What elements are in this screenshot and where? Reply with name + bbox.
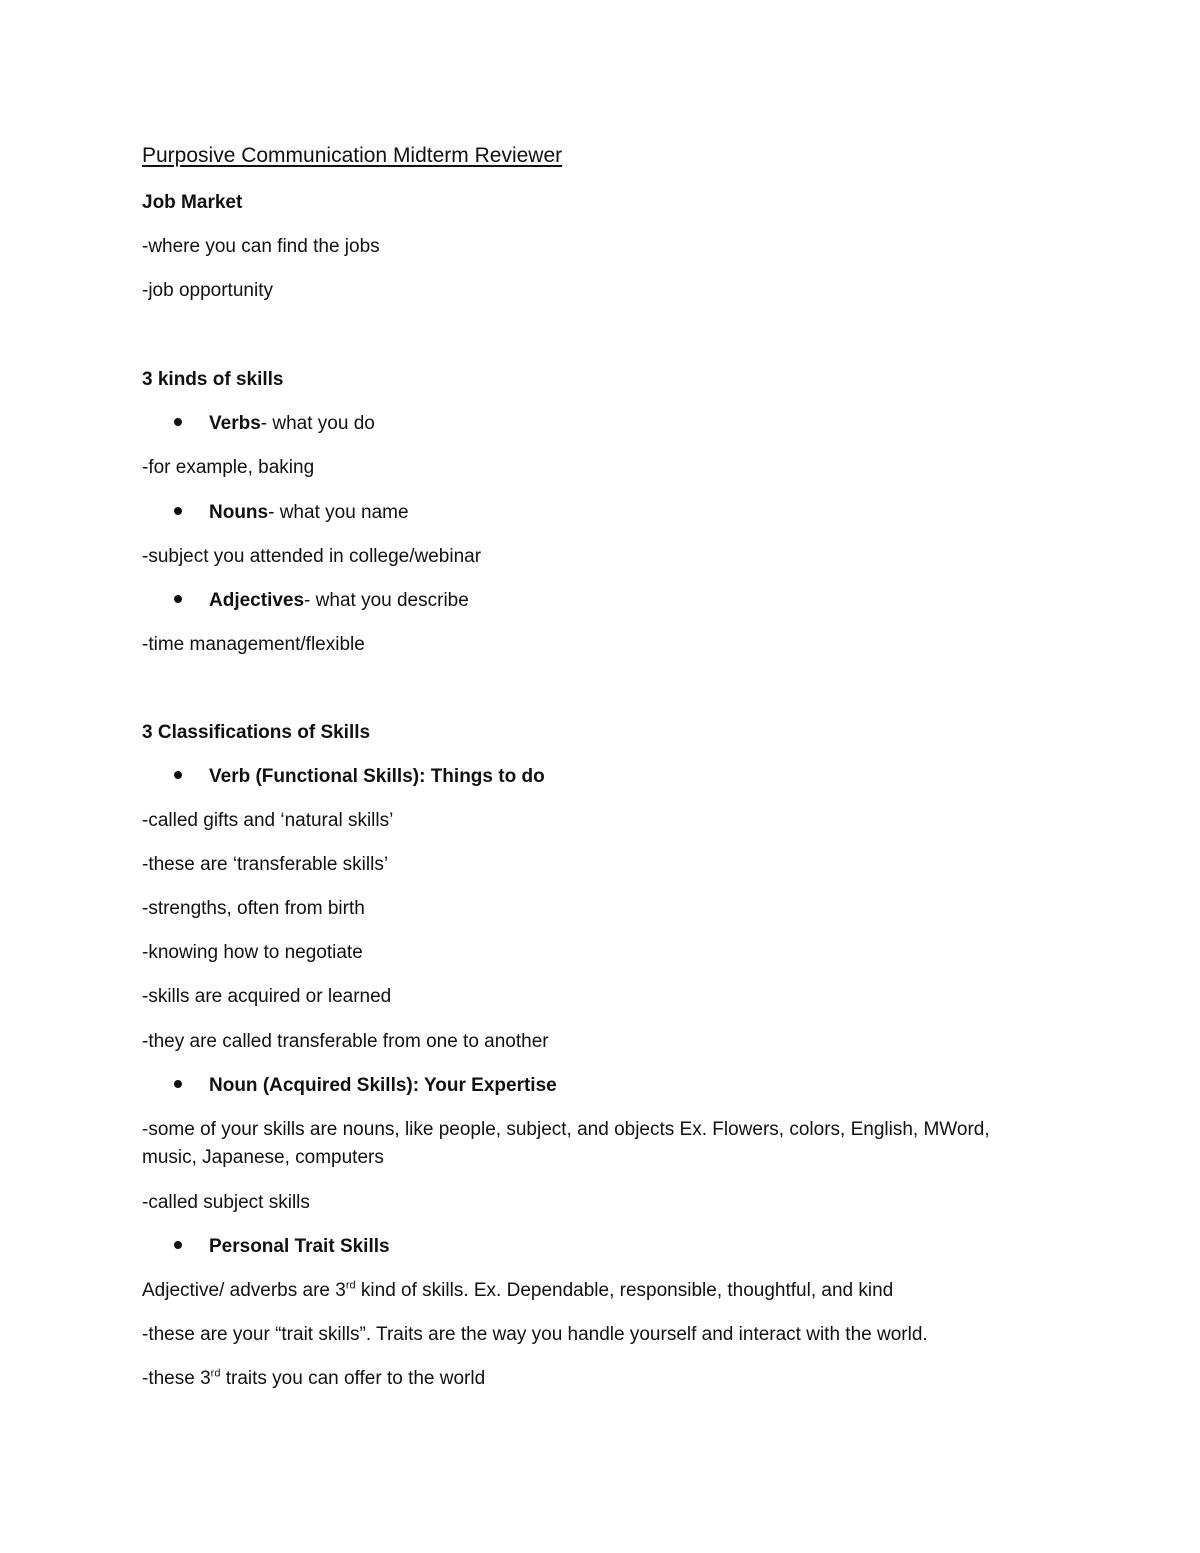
verb-line: -strengths, often from birth	[142, 898, 365, 919]
verb-line: -they are called transferable from one to another	[142, 1031, 549, 1052]
bullet-desc: - what you describe	[304, 590, 469, 611]
noun-line: music, Japanese, computers	[142, 1147, 384, 1168]
bullet-label: Verb (Functional Skills): Things to do	[209, 766, 545, 787]
trait-line	[142, 1367, 485, 1391]
kinds-detail: -for example, baking	[142, 457, 315, 478]
verb-line: -knowing how to negotiate	[142, 942, 363, 963]
bullet-icon	[174, 1080, 182, 1088]
bullet-icon	[174, 418, 182, 426]
trait-text: traits you can offer to the world	[220, 1368, 486, 1389]
bullet-desc: - what you name	[268, 502, 409, 523]
kinds-bullet-adjectives	[174, 589, 469, 613]
bullet-label: Noun (Acquired Skills): Your Expertise	[209, 1075, 557, 1096]
kinds-bullet-nouns	[174, 501, 409, 525]
bullet-icon	[174, 771, 182, 779]
bullet-icon	[174, 595, 182, 603]
kinds-bullet-verbs	[174, 412, 375, 436]
classifications-heading: 3 Classifications of Skills	[142, 722, 371, 743]
trait-text: Adjective/ adverbs are 3	[142, 1280, 346, 1301]
bullet-term: Verbs	[209, 413, 261, 434]
ordinal-suffix: rd	[345, 1279, 356, 1292]
ordinal-suffix: rd	[210, 1367, 221, 1380]
job-market-line: -where you can find the jobs	[142, 236, 380, 257]
verb-bullet	[174, 765, 545, 789]
trait-line: -these are your “trait skills”. Traits are the way you handle yourself and interact with the world.	[142, 1324, 928, 1345]
job-market-heading: Job Market	[142, 192, 243, 213]
bullet-term: Adjectives	[209, 590, 305, 611]
verb-line: -these are ‘transferable skills’	[142, 854, 389, 875]
bullet-desc: - what you do	[260, 413, 375, 434]
job-market-line: -job opportunity	[142, 280, 273, 301]
kinds-heading: 3 kinds of skills	[142, 369, 284, 390]
verb-line: -skills are acquired or learned	[142, 986, 392, 1007]
trait-line	[142, 1279, 893, 1303]
bullet-label: Personal Trait Skills	[209, 1236, 390, 1257]
bullet-icon	[174, 507, 182, 515]
trait-text: kind of skills. Ex. Dependable, responsible, thoughtful, and kind	[355, 1280, 894, 1301]
noun-line: -called subject skills	[142, 1192, 310, 1213]
bullet-icon	[174, 1241, 182, 1249]
bullet-term: Nouns	[209, 502, 269, 523]
noun-line: -some of your skills are nouns, like people, subject, and objects Ex. Flowers, colors, English, MWord,	[142, 1119, 990, 1140]
trait-text: -these 3	[142, 1368, 211, 1389]
verb-line: -called gifts and ‘natural skills’	[142, 810, 394, 831]
trait-bullet	[174, 1235, 390, 1259]
noun-bullet	[174, 1074, 557, 1098]
page-title: Purposive Communication Midterm Reviewer	[142, 144, 563, 167]
kinds-detail: -time management/flexible	[142, 634, 365, 655]
kinds-detail: -subject you attended in college/webinar	[142, 546, 482, 567]
